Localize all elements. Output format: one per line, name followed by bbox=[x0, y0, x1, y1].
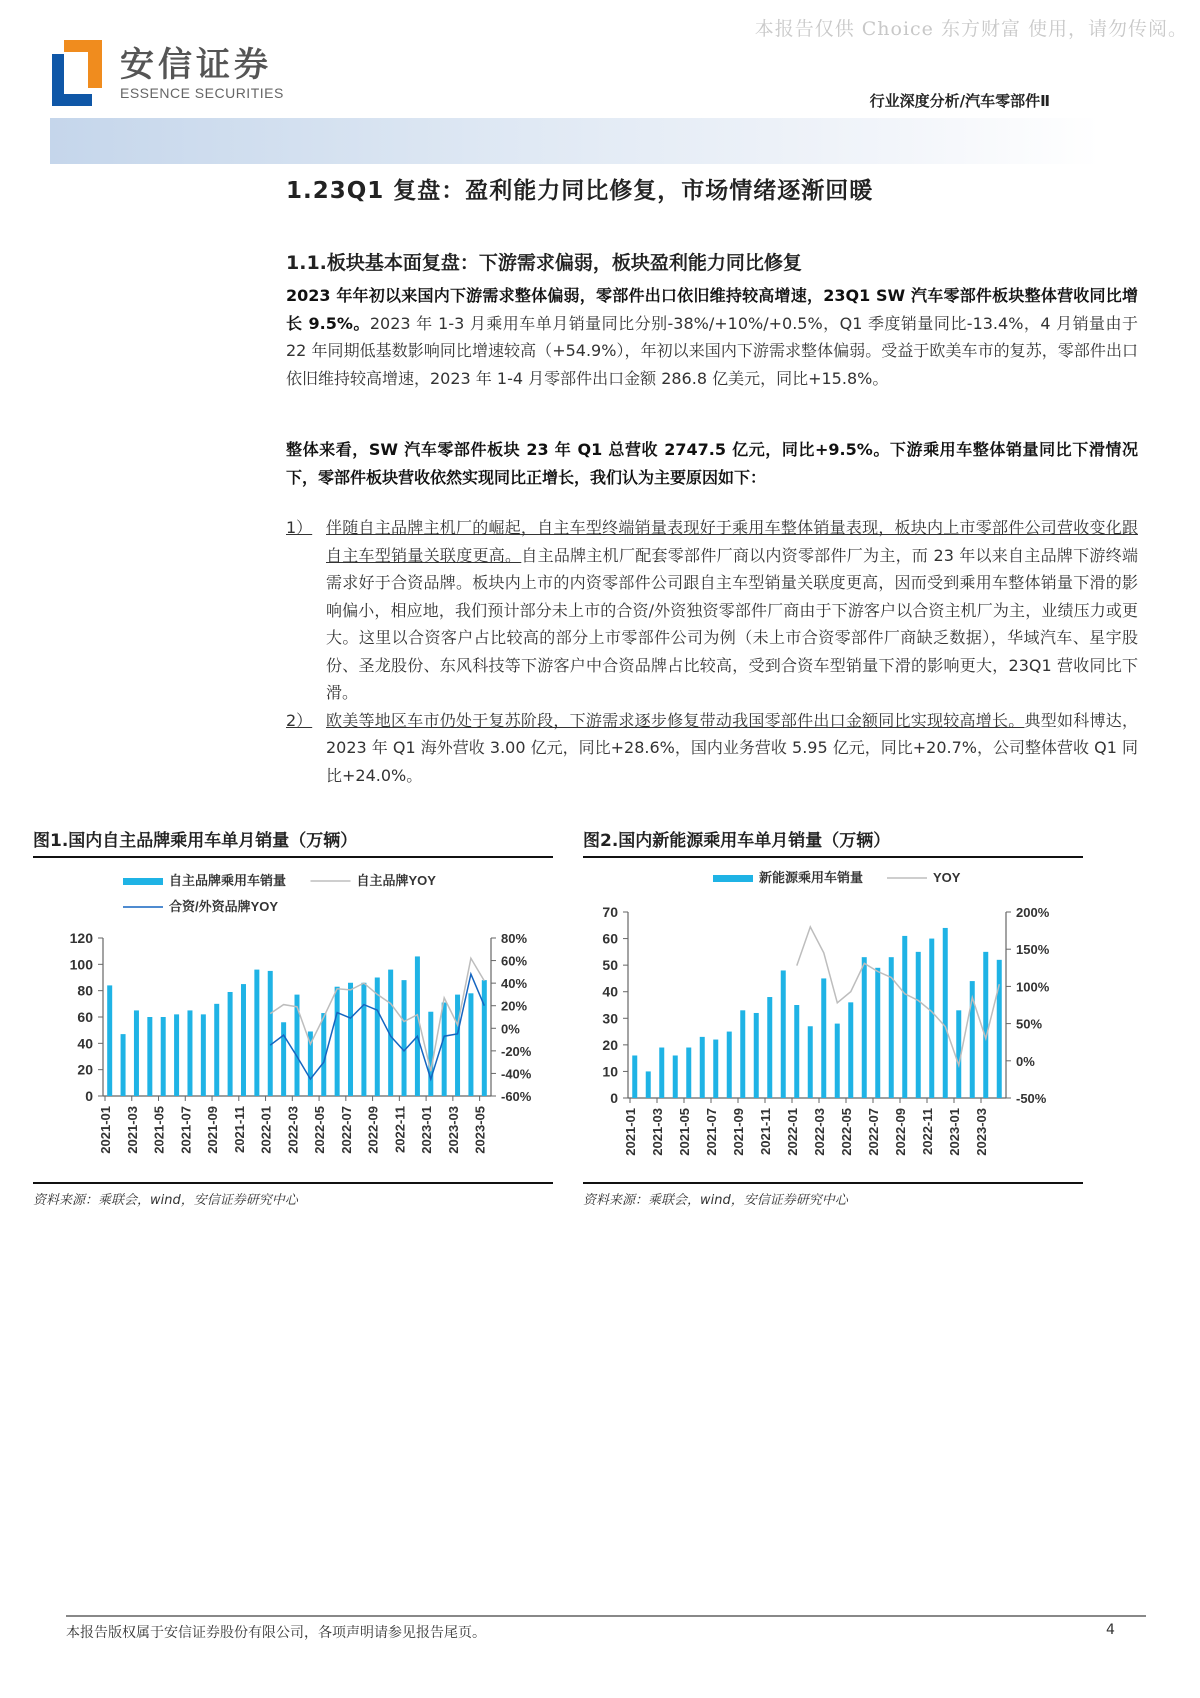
bar bbox=[808, 1026, 813, 1098]
svg-text:2022-09: 2022-09 bbox=[365, 1106, 381, 1154]
svg-text:2022-03: 2022-03 bbox=[285, 1106, 301, 1154]
svg-text:-50%: -50% bbox=[1016, 1091, 1047, 1106]
list-number: 2） bbox=[286, 710, 313, 730]
svg-text:60: 60 bbox=[77, 1009, 93, 1025]
paragraph-1 bbox=[286, 282, 1138, 392]
paragraph-2-bold: 整体来看，SW 汽车零部件板块 23 年 Q1 总营收 2747.5 亿元，同比+9.5%。下游乘用车整体销量同比下滑情况下，零部件板块营收依然实现同比正增长，我们认为主要原因如下： bbox=[286, 440, 1138, 487]
list-item-key-point: 伴随自主品牌主机厂的崛起，自主车型终端销量表现好于乘用车整体销量表现，板块内上市零部件公司营收变化跟自主车型销量关联度更高。 bbox=[326, 518, 1138, 565]
bar bbox=[659, 1048, 664, 1098]
svg-text:0%: 0% bbox=[1016, 1053, 1035, 1069]
svg-text:80: 80 bbox=[77, 982, 93, 999]
bar bbox=[134, 1010, 139, 1096]
logo-mark-icon bbox=[52, 40, 102, 106]
bar bbox=[632, 1055, 637, 1098]
bar bbox=[107, 985, 112, 1096]
svg-text:40: 40 bbox=[602, 983, 618, 1000]
figure-1-title: 图1.国内自主品牌乘用车单月销量（万辆） bbox=[33, 826, 553, 858]
svg-text:2021-05: 2021-05 bbox=[677, 1108, 692, 1156]
svg-text:100: 100 bbox=[69, 956, 93, 973]
bar bbox=[754, 1013, 759, 1098]
bar bbox=[646, 1071, 651, 1098]
bar bbox=[121, 1034, 126, 1096]
bar bbox=[794, 1005, 799, 1098]
svg-text:2023-03: 2023-03 bbox=[974, 1108, 989, 1156]
svg-text:30: 30 bbox=[602, 1010, 618, 1027]
svg-text:60%: 60% bbox=[501, 953, 528, 969]
svg-text:2021-01: 2021-01 bbox=[98, 1106, 113, 1154]
bar bbox=[468, 993, 473, 1096]
page-number: 4 bbox=[1106, 1622, 1115, 1638]
svg-text:20: 20 bbox=[77, 1061, 93, 1078]
svg-text:2022-11: 2022-11 bbox=[920, 1108, 935, 1155]
subsection-heading: 1.1.板块基本面复盘：下游需求偏弱，板块盈利能力同比修复 bbox=[286, 252, 802, 274]
svg-text:2022-07: 2022-07 bbox=[338, 1106, 354, 1154]
svg-text:-40%: -40% bbox=[501, 1066, 532, 1082]
svg-text:2021-01: 2021-01 bbox=[623, 1108, 638, 1156]
svg-text:200%: 200% bbox=[1016, 905, 1050, 920]
svg-text:70: 70 bbox=[602, 904, 618, 920]
svg-text:2021-11: 2021-11 bbox=[758, 1108, 773, 1155]
bar bbox=[862, 957, 867, 1098]
svg-text:-60%: -60% bbox=[501, 1089, 532, 1104]
svg-text:2022-05: 2022-05 bbox=[312, 1106, 328, 1154]
svg-text:YOY: YOY bbox=[933, 870, 961, 885]
legend-item bbox=[713, 870, 863, 885]
svg-text:2021-03: 2021-03 bbox=[124, 1106, 140, 1154]
bar bbox=[415, 956, 420, 1096]
bar bbox=[455, 995, 460, 1096]
svg-text:2022-03: 2022-03 bbox=[812, 1108, 827, 1156]
svg-text:2021-11: 2021-11 bbox=[231, 1106, 247, 1153]
svg-text:2022-01: 2022-01 bbox=[258, 1106, 274, 1154]
bar bbox=[686, 1048, 691, 1098]
svg-text:新能源乘用车销量: 新能源乘用车销量 bbox=[759, 870, 864, 885]
figure-1-chart bbox=[33, 860, 553, 1182]
svg-text:60: 60 bbox=[602, 930, 618, 947]
bar bbox=[835, 1024, 840, 1098]
svg-text:120: 120 bbox=[69, 930, 93, 946]
bar bbox=[767, 997, 772, 1098]
header-banner bbox=[50, 118, 1100, 164]
svg-text:2022-07: 2022-07 bbox=[866, 1108, 881, 1156]
bar bbox=[428, 1012, 433, 1096]
bar bbox=[727, 1032, 732, 1098]
bar bbox=[673, 1055, 678, 1098]
bar bbox=[700, 1037, 705, 1098]
svg-text:2021-03: 2021-03 bbox=[650, 1108, 665, 1156]
bar bbox=[929, 939, 934, 1098]
svg-text:合资/外资品牌YOY: 合资/外资品牌YOY bbox=[169, 899, 279, 914]
svg-text:100%: 100% bbox=[1016, 979, 1050, 995]
legend-item bbox=[123, 899, 278, 914]
company-logo bbox=[52, 40, 284, 106]
svg-text:50%: 50% bbox=[1016, 1016, 1043, 1032]
bar bbox=[442, 1003, 447, 1096]
list-item-body: 自主品牌主机厂配套零部件厂商以内资零部件厂为主，而 23 年以来自主品牌下游终端需求好于合资品牌。板块内上市的内资零部件公司跟自主车型销量关联度更高，因而受到乘用车整体销量下滑的影响偏小，相应地，我们预计部分未上市的合资/外资独资零部件厂商由于下游客户以合资主机厂为主，业绩压力或更大。这里以合资客户占比较高的部分上市零部件公司为例（未上市合资零部件厂商缺乏数据），华域汽车、星宇股份、圣龙股份、东风科技等下游客户中合资品牌占比较高，受到合资车型销量下滑的影响更大，23Q1 营收同比下滑。 bbox=[326, 545, 1138, 702]
svg-text:150%: 150% bbox=[1016, 942, 1050, 958]
svg-text:-20%: -20% bbox=[501, 1043, 532, 1059]
report-category: 行业深度分析/汽车零部件Ⅱ bbox=[869, 92, 1050, 110]
bar bbox=[241, 984, 246, 1096]
list-item-body: 典型如科博达，2023 年 Q1 海外营收 3.00 亿元，同比+28.6%，国内业务营收 5.95 亿元，同比+20.7%，公司整体营收 Q1 同比+24.0%。 bbox=[326, 710, 1138, 785]
paragraph-1-body: 2023 年 1-3 月乘用车单月销量同比分别-38%/+10%/+0.5%，Q1 季度销量同比-13.4%，4 月销量由于 22 年同期低基数影响同比增速较高（+54.9%），年初以来国内下游需求整体偏弱。受益于欧美车市的复苏，零部件出口依旧维持较高增速，2023 年 1-4 月零部件出口金额 286.8 亿美元，同比+15.8%。 bbox=[286, 313, 1138, 388]
bar bbox=[916, 952, 921, 1098]
svg-text:2023-01: 2023-01 bbox=[947, 1108, 962, 1156]
svg-text:自主品牌乘用车销量: 自主品牌乘用车销量 bbox=[169, 873, 287, 888]
svg-text:0: 0 bbox=[85, 1088, 93, 1104]
svg-text:2021-05: 2021-05 bbox=[151, 1106, 167, 1154]
bar bbox=[482, 980, 487, 1096]
svg-text:2022-11: 2022-11 bbox=[392, 1106, 408, 1153]
svg-text:0: 0 bbox=[610, 1090, 618, 1106]
svg-text:20: 20 bbox=[602, 1036, 618, 1053]
logo-name-en: ESSENCE SECURITIES bbox=[120, 85, 284, 101]
svg-text:20%: 20% bbox=[501, 998, 528, 1014]
svg-text:2022-05: 2022-05 bbox=[839, 1108, 854, 1156]
bar bbox=[402, 980, 407, 1096]
svg-text:40%: 40% bbox=[501, 976, 528, 992]
bar bbox=[161, 1017, 166, 1096]
svg-text:2021-09: 2021-09 bbox=[205, 1106, 221, 1154]
svg-text:2023-03: 2023-03 bbox=[445, 1106, 461, 1154]
svg-text:2022-09: 2022-09 bbox=[893, 1108, 908, 1156]
line-series bbox=[797, 927, 1000, 1065]
svg-text:2021-07: 2021-07 bbox=[178, 1106, 194, 1154]
bar bbox=[335, 987, 340, 1096]
bar bbox=[361, 983, 366, 1096]
bar bbox=[713, 1040, 718, 1098]
list-item bbox=[286, 707, 1138, 790]
legend-item bbox=[887, 870, 961, 885]
bar bbox=[821, 978, 826, 1098]
bar bbox=[848, 1002, 853, 1098]
footer-divider bbox=[66, 1615, 1146, 1617]
footer-disclaimer: 本报告版权属于安信证券股份有限公司，各项声明请参见报告尾页。 bbox=[66, 1625, 486, 1641]
bar bbox=[902, 936, 907, 1098]
figure-2-source: 资料来源：乘联会，wind，安信证券研究中心 bbox=[583, 1182, 1083, 1208]
bar bbox=[201, 1014, 206, 1096]
svg-text:50: 50 bbox=[602, 957, 618, 974]
list-item bbox=[286, 514, 1138, 707]
paragraph-1-bold: 2023 年年初以来国内下游需求整体偏弱，零部件出口依旧维持较高增速，23Q1 SW 汽车零部件板块整体营收同比增长 9.5%。 bbox=[286, 286, 1138, 333]
list-number: 1） bbox=[286, 518, 313, 537]
bar bbox=[997, 960, 1002, 1098]
bar bbox=[281, 1022, 286, 1096]
svg-text:2021-09: 2021-09 bbox=[731, 1108, 746, 1156]
svg-text:2021-07: 2021-07 bbox=[704, 1108, 719, 1156]
logo-name-cn: 安信证券 bbox=[120, 45, 272, 85]
bar bbox=[228, 992, 233, 1096]
svg-text:2023-01: 2023-01 bbox=[419, 1106, 435, 1154]
svg-text:10: 10 bbox=[602, 1063, 618, 1080]
bar bbox=[187, 1010, 192, 1096]
bar bbox=[781, 970, 786, 1098]
figure-1-source: 资料来源：乘联会，wind，安信证券研究中心 bbox=[33, 1182, 553, 1208]
bar bbox=[268, 971, 273, 1096]
figure-2-title: 图2.国内新能源乘用车单月销量（万辆） bbox=[583, 826, 1083, 858]
list-item-key-point: 欧美等地区车市仍处于复苏阶段，下游需求逐步修复带动我国零部件出口金额同比实现较高增长。 bbox=[326, 710, 1025, 730]
bar bbox=[875, 968, 880, 1098]
svg-text:自主品牌YOY: 自主品牌YOY bbox=[356, 873, 436, 888]
svg-text:0%: 0% bbox=[501, 1021, 520, 1037]
bar bbox=[254, 970, 259, 1096]
svg-text:80%: 80% bbox=[501, 931, 528, 946]
bar bbox=[943, 928, 948, 1098]
paragraph-2 bbox=[286, 436, 1138, 491]
svg-text:2022-01: 2022-01 bbox=[785, 1108, 800, 1156]
svg-text:40: 40 bbox=[77, 1035, 93, 1052]
legend-item bbox=[311, 873, 437, 888]
bar bbox=[740, 1010, 745, 1098]
bar bbox=[147, 1017, 152, 1096]
svg-text:2023-05: 2023-05 bbox=[472, 1106, 488, 1154]
bar bbox=[348, 983, 353, 1096]
figure-2-chart bbox=[583, 860, 1083, 1182]
bar bbox=[214, 1004, 219, 1096]
legend-item bbox=[123, 873, 286, 888]
reasons-list bbox=[286, 514, 1138, 789]
section-heading: 1.23Q1 复盘：盈利能力同比修复，市场情绪逐渐回暖 bbox=[286, 178, 874, 204]
watermark: 本报告仅供 Choice 东方财富 使用，请勿传阅。 bbox=[754, 18, 1188, 40]
bar bbox=[174, 1014, 179, 1096]
bar bbox=[983, 952, 988, 1098]
